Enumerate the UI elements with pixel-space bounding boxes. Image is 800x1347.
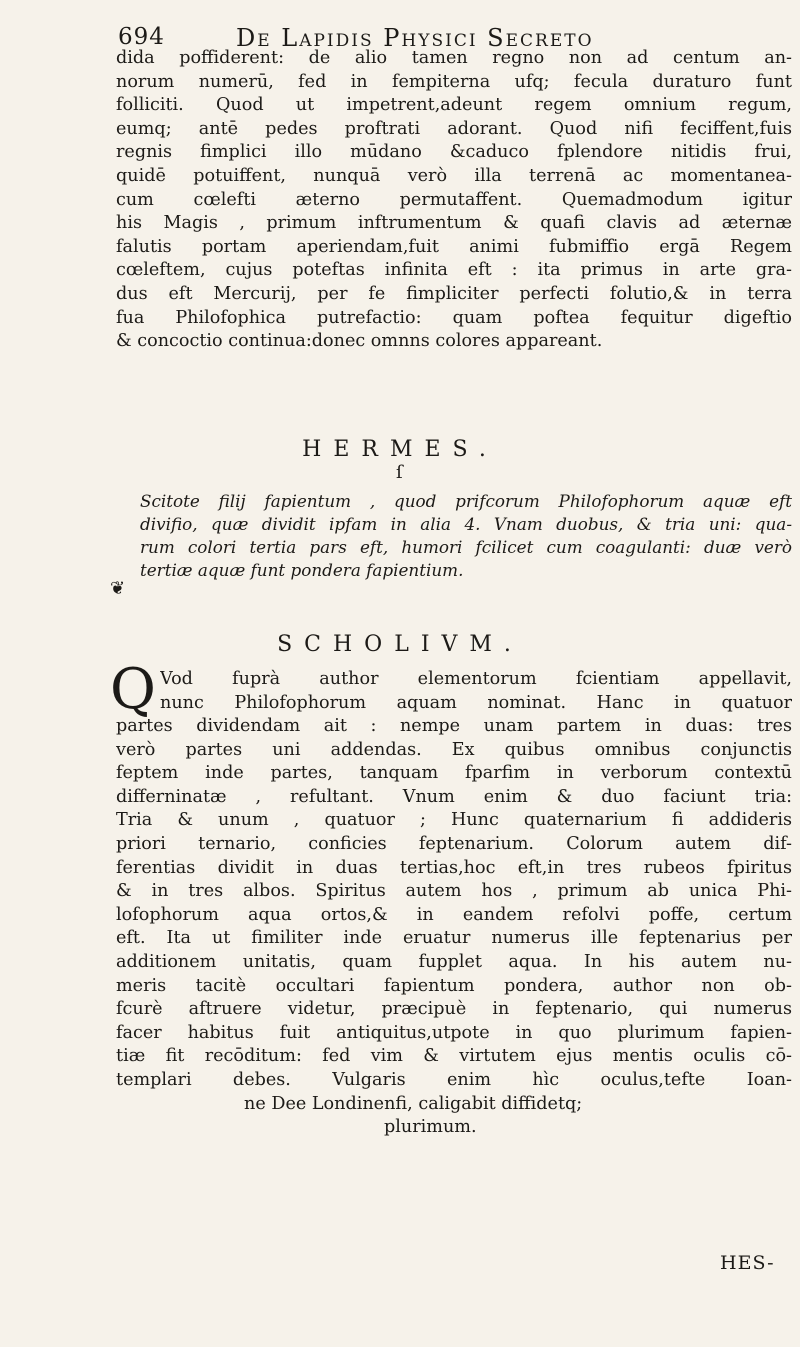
hermes-heading: HERMES.: [302, 437, 498, 462]
text-line: & concoctio continua:donec omnns colores appareant.: [116, 331, 603, 352]
text-line: cum cœlefti æterno permutaffent. Quemadmodum igitur: [116, 189, 792, 210]
paragraph-1: [116, 47, 792, 354]
text-line: facer habitus fuit antiquitus,utpote in quo plurimum fapien-: [116, 1022, 792, 1043]
text-line: regnis fimplici illo mūdano &caduco fplendore nitidis frui,: [116, 142, 792, 163]
text-line: Vod fuprà author elementorum fcientiam appellavit,: [160, 669, 792, 689]
text-line: nunc Philofophorum aquam nominat. Hanc in quatuor: [160, 692, 792, 713]
text-line: additionem unitatis, quam fupplet aqua. In his autem nu-: [116, 951, 792, 972]
text-line: & in tres albos. Spiritus autem hos , primum ab unica Phi-: [116, 881, 792, 902]
text-line: feptem inde partes, tanquam fparfim in verborum contextū: [116, 763, 792, 784]
text-line: eft. Ita ut fimiliter inde eruatur numerus ille feptenarius per: [116, 928, 792, 949]
text-line: meris tacitè occultari fapientum pondera, author non ob-: [116, 975, 792, 996]
text-line: his Magis , primum inftrumentum & quafi clavis ad æternæ: [116, 213, 792, 234]
text-line: Scitote filij fapientum , quod prifcorum Philofophorum aquæ eft: [140, 491, 792, 511]
text-line: dus eft Mercurij, per fe fimpliciter perfecti folutio,& in terra: [116, 283, 792, 304]
text-line: verò partes uni addendas. Ex quibus omnibus conjunctis: [116, 739, 792, 760]
text-line: templari debes. Vulgaris enim hìc oculus,tefte Ioan-: [116, 1069, 792, 1090]
text-line: norum numerū, fed in fempiterna ufq; fecula duraturo funt: [116, 71, 792, 92]
text-line: fcurè aftruere videtur, præcipuè in feptenario, qui numerus: [116, 999, 792, 1020]
text-line: lofophorum aqua ortos,& in eandem refolvi poffe, certum: [116, 904, 792, 925]
text-line: eumq; antē pedes proftrati adorant. Quod nifi feciffent,fuis: [116, 118, 792, 139]
text-line: dida poffiderent: de alio tamen regno non ad centum an-: [116, 48, 792, 68]
text-line: falutis portam aperiendam,fuit animi fubmiffio ergā Regem: [116, 236, 792, 257]
text-line: cœleftem, cujus poteftas infinita eft : ita primus in arte gra-: [116, 260, 792, 281]
running-title: De Lapidis Physici Secreto: [236, 24, 594, 52]
text-line: divifio, quæ dividit ipfam in alia 4. Vnam duobus, & tria uni: qua-: [140, 514, 792, 534]
text-line: partes dividendam ait : nempe unam partem in duas: tres: [116, 716, 792, 736]
text-line: plurimum.: [384, 1117, 477, 1138]
text-line: differninatæ , refultant. Vnum enim & duo faciunt tria:: [116, 786, 792, 807]
text-line: Tria & unum , quatuor ; Hunc quaternarium fi addideris: [116, 810, 792, 831]
text-line: folliciti. Quod ut impetrent,adeunt regem omnium regum,: [116, 95, 792, 116]
text-line: rum colori tertia pars eft, humori fcilicet cum coagulanti: duæ verò: [140, 537, 792, 557]
text-line: tertiæ aquæ funt pondera fapientium.: [140, 560, 464, 580]
text-line: quidē potuiffent, nunquā verò illa terrenā ac momentanea-: [116, 165, 792, 186]
page-number: 694: [118, 24, 165, 50]
hermes-quote: [140, 490, 792, 582]
text-line: priori ternario, conficies feptenarium. Colorum autem dif-: [116, 833, 792, 854]
scholium-opening-lines: [160, 668, 792, 715]
printer-mark-ornament: ❦: [110, 578, 126, 599]
scholium-heading: SCHOLIVM.: [277, 632, 523, 657]
catchword: HES-: [720, 1252, 775, 1274]
text-line: ne Dee Londinenfi, caligabit diffidetq;: [244, 1093, 583, 1114]
text-line: ferentias dividit in duas tertias,hoc eft,in tres rubeos fpiritus: [116, 857, 792, 878]
scholium-body: [116, 715, 792, 1140]
text-line: tiæ fit recōditum: fed vim & virtutem ejus mentis oculis cō-: [116, 1046, 792, 1067]
drop-cap: Q: [110, 657, 156, 722]
text-line: fua Philofophica putrefactio: quam poftea fequitur digeftio: [116, 307, 792, 328]
fleuron-ornament: ſ: [396, 462, 403, 483]
